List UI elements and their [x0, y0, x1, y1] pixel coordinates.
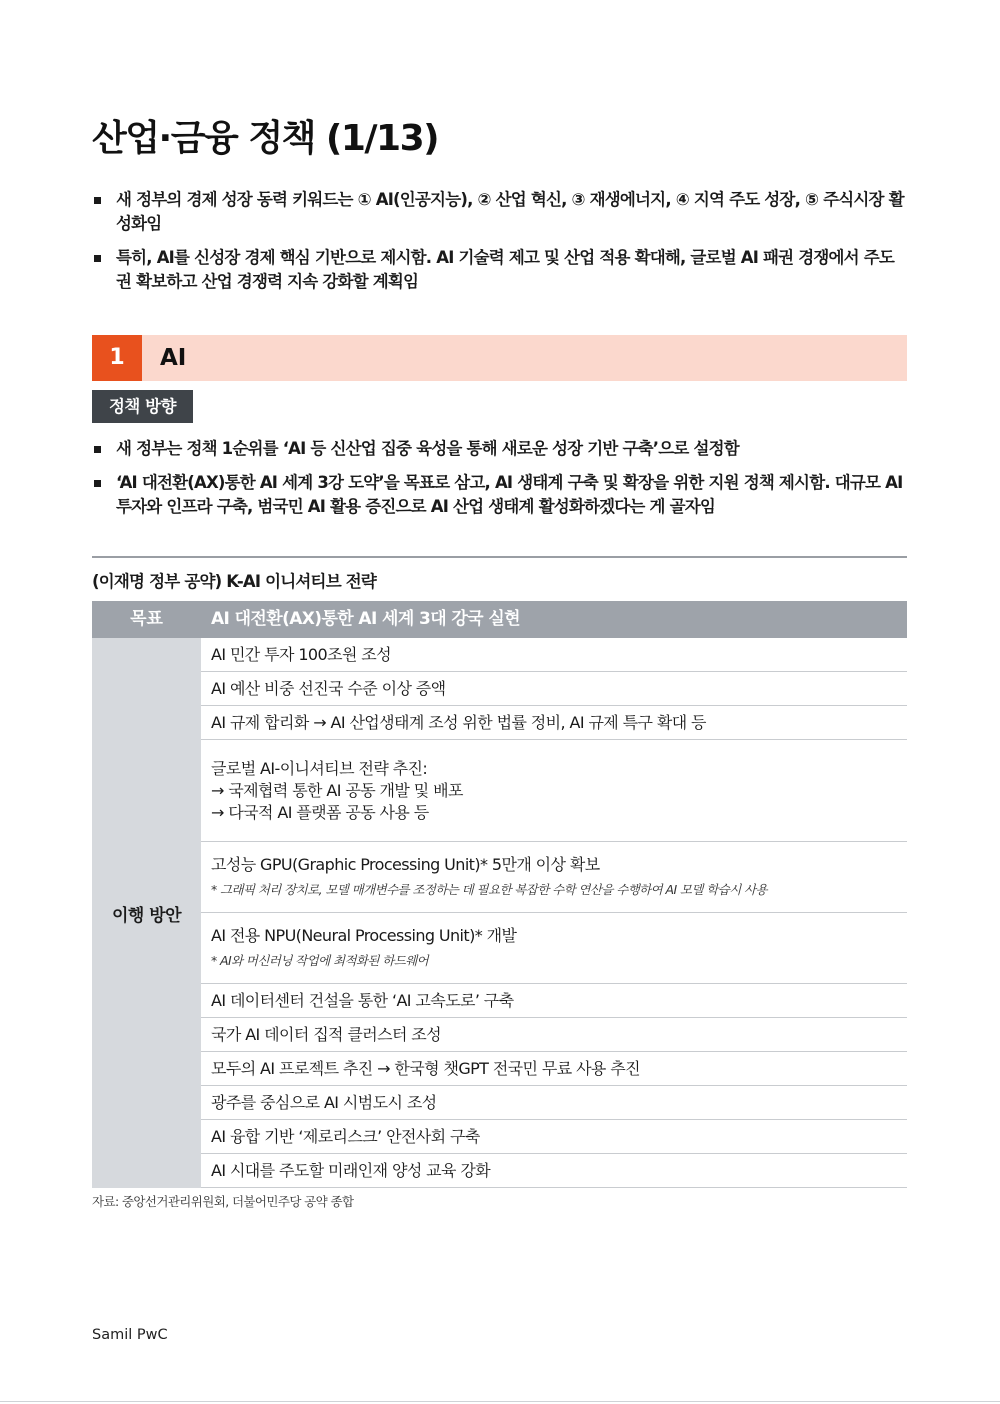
section-header	[92, 335, 907, 381]
row-text: 광주를 중심으로 AI 시범도시 조성	[211, 1092, 437, 1112]
row-text: AI 시대를 주도할 미래인재 양성 교육 강화	[211, 1160, 491, 1180]
plan-label: 이행 방안	[92, 638, 201, 1188]
ai-bullet	[92, 471, 907, 519]
section-divider	[92, 556, 907, 558]
row-text: AI 규제 합리화 → AI 산업생태계 조성 위한 법률 정비, AI 규제 특구 확대 등	[211, 712, 706, 732]
table-row	[201, 1018, 907, 1052]
source-note: 자료: 중앙선거관리위원회, 더불어민주당 공약 종합	[92, 1194, 354, 1209]
table-body	[92, 638, 907, 1188]
table-row	[201, 913, 907, 984]
ai-bullet	[92, 437, 907, 461]
table-row	[201, 740, 907, 842]
table-row	[201, 984, 907, 1018]
row-text: AI 데이터센터 건설을 통한 ‘AI 고속도로’ 구축	[211, 990, 514, 1010]
intro-bullet	[92, 246, 907, 294]
intro-bullet	[92, 188, 907, 236]
goal-value: AI 대전환(AX)통한 AI 세계 3대 강국 실현	[211, 609, 520, 629]
table-row	[201, 706, 907, 740]
bullet-square-icon	[94, 197, 101, 204]
intro-bullet-text: 특히, AI를 신성장 경제 핵심 기반으로 제시함. AI 기술력 제고 및 산업 적용 확대해, 글로벌 AI 패권 경쟁에서 주도권 확보하고 산업 경쟁력 지속 강화할 계획임	[116, 248, 895, 291]
ai-bullet-text: ‘AI 대전환(AX)통한 AI 세계 3강 도약’을 목표로 삼고, AI 생태계 구축 및 확장을 위한 지원 정책 제시함. 대규모 AI 투자와 인프라 구축, 범국민 AI 활용 증진으로 AI 산업 생태계 활성화하겠다는 게 골자임	[116, 473, 903, 516]
table-header-row	[92, 601, 907, 638]
bullet-square-icon	[94, 446, 101, 453]
table-title: (이재명 정부 공약) K-AI 이니셔티브 전략	[92, 572, 377, 591]
policy-direction-tag: 정책 방향	[92, 390, 193, 423]
bullet-square-icon	[94, 255, 101, 262]
row-text: 글로벌 AI-이니셔티브 전략 추진:	[211, 758, 428, 778]
row-text: 모두의 AI 프로젝트 추진 → 한국형 챗GPT 전국민 무료 사용 추진	[211, 1058, 640, 1078]
table-row	[201, 638, 907, 672]
row-text: 국가 AI 데이터 집적 클러스터 조성	[211, 1024, 442, 1044]
ai-bullet-list	[92, 437, 907, 529]
row-text: → 국제협력 통한 AI 공동 개발 및 배포	[211, 780, 463, 800]
row-text: AI 전용 NPU(Neural Processing Unit)* 개발	[211, 926, 517, 945]
row-text: AI 융합 기반 ‘제로리스크’ 안전사회 구축	[211, 1126, 480, 1146]
table-row	[201, 1120, 907, 1154]
section-label: AI	[160, 345, 187, 371]
section-number: 1	[92, 335, 142, 381]
strategy-table	[92, 601, 907, 1188]
row-footnote: * 그래픽 처리 장치로, 모델 매개변수를 조정하는 데 필요한 복잡한 수학 연산을 수행하여 AI 모델 학습시 사용	[211, 882, 767, 897]
ai-bullet-text: 새 정부는 정책 1순위를 ‘AI 등 신산업 집중 육성을 통해 새로운 성장 기반 구축’으로 설정함	[116, 439, 739, 458]
goal-label: 목표	[130, 609, 163, 629]
row-text: AI 예산 비중 선진국 수준 이상 증액	[211, 678, 446, 698]
row-text: → 다국적 AI 플랫폼 공동 사용 등	[211, 802, 429, 822]
row-text: AI 민간 투자 100조원 조성	[211, 644, 391, 664]
table-row	[201, 1154, 907, 1188]
row-text: 고성능 GPU(Graphic Processing Unit)* 5만개 이상 확보	[211, 855, 600, 874]
intro-bullet-text: 새 정부의 경제 성장 동력 키워드는 ① AI(인공지능), ② 산업 혁신, ③ 재생에너지, ④ 지역 주도 성장, ⑤ 주식시장 활성화임	[116, 190, 904, 233]
footer-brand: Samil PwC	[92, 1327, 168, 1343]
table-row	[201, 1086, 907, 1120]
row-footnote: * AI와 머신러닝 작업에 최적화된 하드웨어	[211, 953, 429, 968]
bullet-square-icon	[94, 480, 101, 487]
plan-rows	[201, 638, 907, 1188]
bottom-divider	[0, 1401, 1000, 1402]
table-row	[201, 672, 907, 706]
page-title: 산업·금융 정책 (1/13)	[92, 118, 439, 159]
table-row	[201, 842, 907, 913]
table-row	[201, 1052, 907, 1086]
intro-bullet-list	[92, 188, 907, 304]
